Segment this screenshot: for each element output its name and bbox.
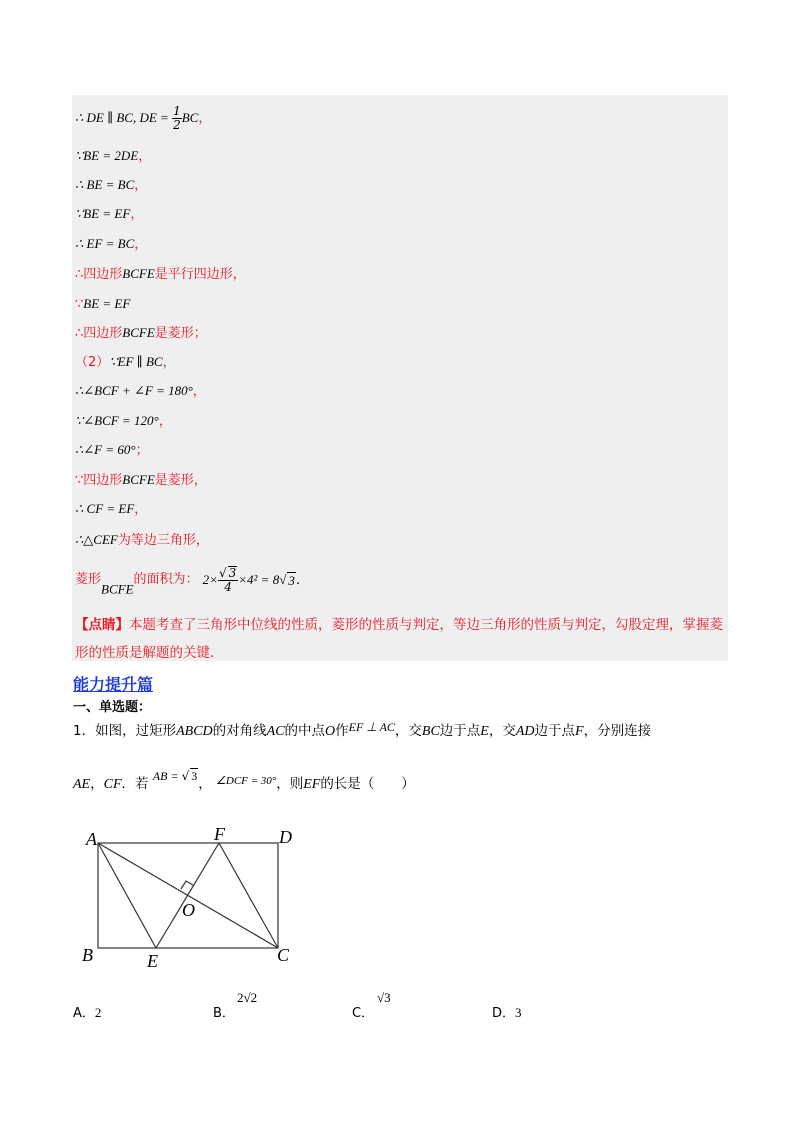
solution-line-5 — [75, 236, 147, 253]
sqrt-sign: √ — [279, 572, 287, 587]
question-type-title: 一、单选题： — [73, 700, 152, 715]
q-text: 作 — [335, 723, 349, 739]
punct: ， — [138, 149, 152, 164]
q-math: AD — [515, 724, 535, 739]
punct: ， — [134, 502, 148, 517]
q-text: ， — [90, 776, 104, 792]
q-text: ，分别连接 — [583, 723, 652, 739]
q-math: AE — [73, 777, 91, 792]
label-a: A — [86, 829, 97, 849]
math-text: ∴ CF = EF — [75, 501, 135, 516]
solution-line-3 — [75, 177, 147, 194]
option-label: D． — [492, 1006, 516, 1021]
question-line-1 — [73, 719, 651, 740]
math-text: BCFE — [122, 266, 155, 281]
fraction — [218, 566, 238, 594]
q-math: AB = — [152, 769, 182, 783]
right-angle-mark — [181, 881, 193, 889]
solution-line-12 — [75, 442, 149, 459]
math-text: BCFE — [122, 325, 155, 340]
option-b[interactable] — [213, 1002, 235, 1021]
option-value: 2 — [94, 1005, 102, 1020]
option-d[interactable] — [492, 1002, 522, 1021]
fraction-numerator: √ 3 — [218, 566, 237, 580]
chinese-text: 是平行四边形， — [154, 267, 246, 282]
q-math: EF ⊥ AC — [348, 720, 395, 734]
label-o: O — [182, 900, 195, 920]
chinese-text: ∴四边形 — [75, 326, 123, 341]
option-b-value: 2√2 — [237, 990, 258, 1005]
chinese-text: 的面积为： — [133, 572, 199, 587]
fraction-numerator: 1 — [173, 104, 181, 118]
fraction-denominator: 2 — [173, 118, 181, 132]
label-b: B — [82, 945, 93, 965]
q-text: ，则 — [276, 776, 304, 792]
solution-line-1 — [75, 105, 211, 132]
q-text: ， — [198, 776, 212, 792]
sqrt-radicand: 3 — [191, 769, 198, 783]
math-text: ∴∠BCF + ∠F = 180° — [75, 383, 193, 398]
label-d: D — [279, 827, 292, 847]
math-text: ∵∠BCF = 120° — [75, 413, 159, 428]
option-label: C． — [352, 1006, 375, 1021]
q-math: EF — [303, 777, 321, 792]
segment-fc — [219, 843, 278, 948]
math-text: BC — [181, 110, 199, 125]
q-text: ，交 — [488, 723, 516, 739]
segment-ae — [98, 843, 156, 948]
given-ab: AB = √ 3 — [152, 769, 198, 783]
q-math: BC — [421, 724, 440, 739]
q-text: 的中点 — [284, 723, 326, 739]
label-e: E — [147, 951, 158, 970]
math-text: ∴ DE ∥ BC, DE = — [75, 110, 173, 125]
q-math: F — [575, 724, 584, 739]
q-math: ∠DCF = 30° — [216, 775, 277, 787]
q-text: 的对角线 — [212, 723, 267, 739]
q-text: 1．如图，过矩形 — [73, 723, 177, 739]
solution-line-13 — [75, 472, 207, 489]
punct: ． — [295, 572, 309, 587]
question-line-2 — [73, 768, 415, 793]
punct: ， — [130, 207, 144, 222]
math-text: BE = EF — [83, 296, 131, 311]
q-text: 的长是（ ） — [320, 776, 415, 792]
solution-line-15 — [75, 532, 209, 549]
label-f: F — [214, 825, 225, 844]
q-text: ．若 — [121, 776, 149, 792]
math-text: ∵BE = EF — [75, 206, 131, 221]
math-text: ∴△CEF — [75, 532, 118, 547]
q-math: ABCD — [176, 724, 213, 739]
sqrt-radicand: 3 — [228, 566, 237, 580]
solution-line-8 — [75, 325, 207, 342]
solution-line-9 — [75, 354, 176, 371]
punct: ， — [192, 384, 206, 399]
solution-line-16 — [75, 566, 309, 598]
chinese-text: 是菱形， — [154, 473, 207, 488]
math-text: ∵EF ∥ BC — [109, 354, 163, 369]
label-c: C — [277, 945, 290, 965]
punct: ， — [158, 414, 172, 429]
chinese-text: ∵四边形 — [75, 473, 123, 488]
rectangle-figure — [78, 825, 308, 970]
math-text: ×4² = 8 — [238, 572, 280, 587]
option-a[interactable] — [73, 1002, 101, 1021]
key-point-text: 本题考查了三角形中位线的性质，菱形的性质与判定，等边三角形的性质与判定，勾股定理，掌握菱形的性质是解题的关键． — [75, 617, 723, 661]
q-math: AC — [266, 724, 285, 739]
solution-line-4 — [75, 206, 143, 223]
chinese-text: 为等边三角形， — [117, 533, 209, 548]
segment-ef — [156, 843, 219, 948]
option-label: B． — [213, 1006, 235, 1021]
punct: ； — [135, 443, 149, 458]
punct: ， — [198, 111, 212, 126]
fraction — [172, 105, 182, 132]
solution-line-10 — [75, 383, 206, 400]
solution-line-6 — [75, 266, 246, 283]
solution-line-7 — [75, 296, 130, 313]
section-title: 能力提升篇 — [73, 675, 154, 694]
math-text: 2× — [202, 572, 218, 587]
chinese-text: ∴四边形 — [75, 267, 123, 282]
chinese-text: 菱形 — [75, 572, 102, 587]
solution-line-14 — [75, 501, 147, 518]
key-point-note — [75, 611, 725, 667]
fraction-denominator: 4 — [224, 580, 232, 594]
option-c[interactable] — [352, 1002, 374, 1021]
option-c-value: √3 — [377, 990, 391, 1005]
punct: ， — [162, 355, 176, 370]
key-point-tag: 【点睛】 — [75, 617, 129, 633]
q-math: O — [325, 724, 336, 739]
chinese-text: ∵ — [75, 297, 84, 312]
q-math: CF — [103, 777, 122, 792]
punct: ， — [134, 178, 148, 193]
option-label: A． — [73, 1006, 95, 1021]
math-text: BCFE — [101, 581, 134, 597]
punct: ， — [134, 237, 148, 252]
math-text: ∴ EF = BC — [75, 236, 135, 251]
solution-line-11 — [75, 413, 172, 430]
chinese-text: 是菱形； — [154, 326, 207, 341]
option-value: 3 — [515, 1005, 522, 1020]
solution-line-2 — [75, 148, 151, 165]
q-text: 边于点 — [439, 723, 481, 739]
q-text: ，交 — [394, 723, 422, 739]
math-text: BCFE — [122, 472, 155, 487]
q-math: E — [480, 724, 489, 739]
math-text: ∴∠F = 60° — [75, 442, 136, 457]
math-text: ∵BE = 2DE — [75, 148, 139, 163]
math-text: ∴ BE = BC — [75, 177, 135, 192]
part-label: （2） — [75, 355, 110, 370]
sqrt-radicand: 3 — [288, 572, 295, 588]
q-text: 边于点 — [534, 723, 576, 739]
